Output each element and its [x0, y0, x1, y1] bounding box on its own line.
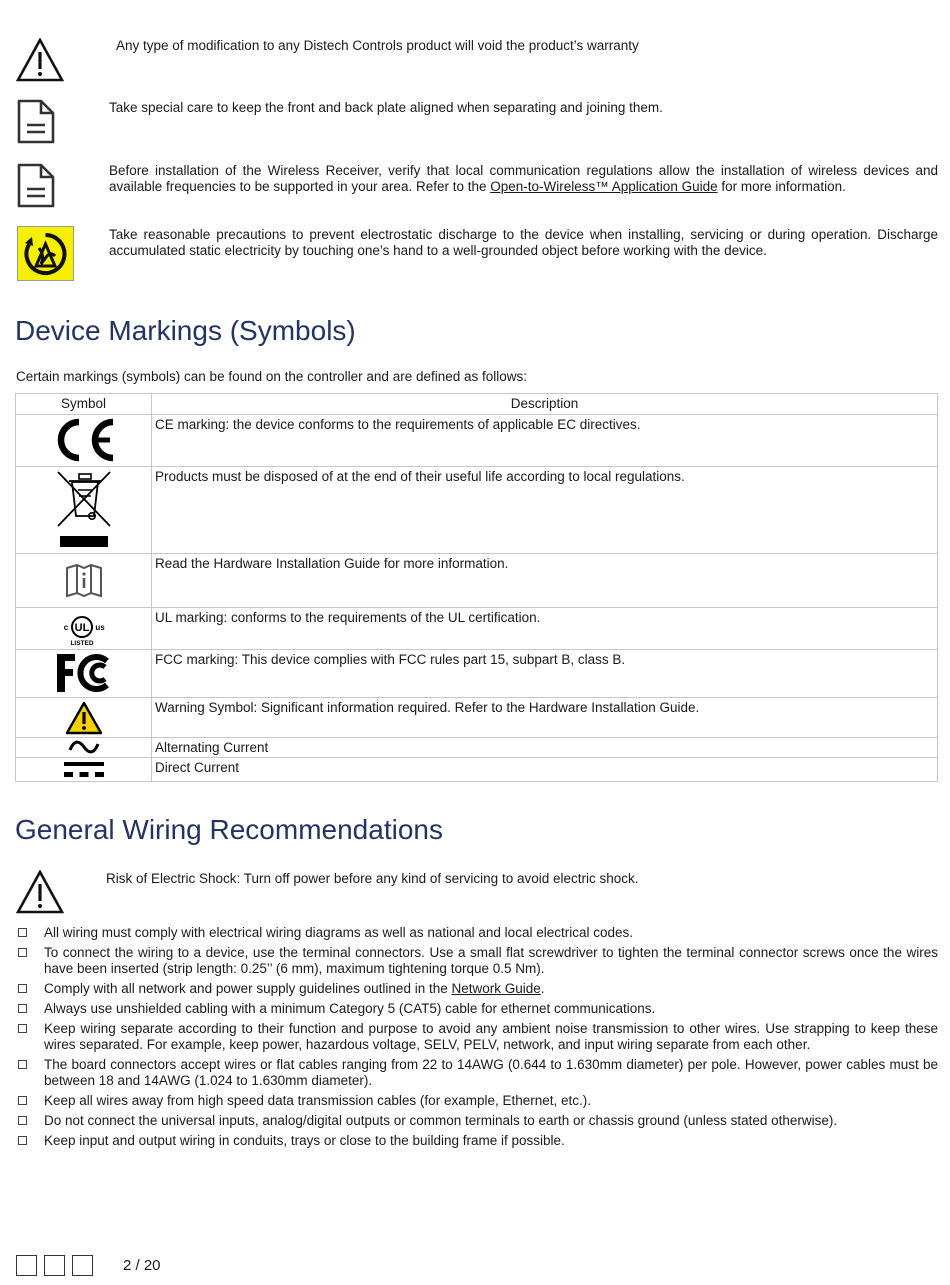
notice-text: Take reasonable precautions to prevent electrostatic discharge to the device when installing, servicing or during operation. Discharge accumulated static electricity by touching one’s hand to a well-grounded object before working with the device. — [109, 227, 938, 258]
table-header-row — [16, 394, 938, 415]
open-to-wireless-guide-link[interactable]: Open-to-Wireless™ Application Guide — [490, 179, 718, 194]
fcc-logo-icon — [16, 652, 151, 694]
table-row — [16, 467, 938, 554]
list-item: Always use unshielded cabling with a minimum Category 5 (CAT5) cable for ethernet communications. — [16, 1001, 938, 1017]
list-item: Do not connect the universal inputs, analog/digital outputs or common terminals to earth or chassis ground (unless stated otherwise). — [16, 1113, 938, 1129]
notice-text: Before installation of the Wireless Receiver, verify that local communication regulations allow the installation of wireless devices and available frequencies to be supported in your area. Refer to the Open-to-Wireless™ Application Guide for more information. — [109, 163, 938, 194]
direct-current-icon — [16, 760, 151, 780]
warning-triangle-icon — [16, 870, 64, 918]
ul-listed-icon — [16, 610, 151, 648]
svg-text:c: c — [63, 623, 68, 632]
device-markings-intro: Certain markings (symbols) can be found on the controller and are defined as follows: — [16, 369, 528, 384]
list-item: Keep wiring separate according to their function and purpose to avoid any ambient noise transmission to other wires. Use strapping to keep these wires separated. For example, keep power, hazardous voltage, SELV, PELV, network, and input wiring separate from each other. — [16, 1021, 938, 1053]
table-cell: UL marking: conforms to the requirements of the UL certification. — [152, 608, 938, 650]
table-cell: Alternating Current — [152, 738, 938, 758]
footer-box-icon — [72, 1255, 93, 1276]
weee-crossed-bin-icon — [16, 470, 151, 550]
notice-wireless-regulations — [16, 162, 938, 208]
checkbox-icon — [18, 928, 27, 937]
esd-warning-icon — [17, 226, 74, 285]
notice-text: Take special care to keep the front and back plate aligned when separating and joining them. — [109, 100, 663, 115]
notice-warranty — [16, 38, 938, 82]
checkbox-icon — [18, 984, 27, 993]
warning-yellow-triangle-icon — [16, 701, 151, 735]
table-row — [16, 608, 938, 650]
table-row — [16, 415, 938, 467]
list-item: The board connectors accept wires or flat cables ranging from 22 to 14AWG (0.644 to 1.630mm diameter) per pole. However, power cables must be between 18 and 14AWG (1.024 to 1.630mm diameter). — [16, 1057, 938, 1089]
notice-electric-shock — [16, 870, 938, 914]
table-row — [16, 698, 938, 738]
page-number: 2 / 20 — [123, 1257, 161, 1274]
notice-esd — [16, 226, 938, 282]
list-item: Comply with all network and power supply guidelines outlined in the Network Guide. — [16, 981, 938, 997]
checkbox-icon — [18, 1136, 27, 1145]
ce-mark-icon — [16, 417, 151, 463]
svg-text:us: us — [94, 623, 105, 632]
checkbox-icon — [18, 948, 27, 957]
column-header-symbol: Symbol — [16, 394, 152, 415]
svg-text:LISTED: LISTED — [69, 640, 94, 647]
table-row — [16, 554, 938, 608]
table-row — [16, 650, 938, 698]
checkbox-icon — [18, 1060, 27, 1069]
footer-box-icon — [44, 1255, 65, 1276]
device-markings-heading: Device Markings (Symbols) — [15, 315, 356, 346]
column-header-description: Description — [152, 394, 938, 415]
table-cell: Direct Current — [152, 758, 938, 782]
checkbox-icon — [18, 1096, 27, 1105]
checkbox-icon — [18, 1004, 27, 1013]
footer-box-icon — [16, 1255, 37, 1276]
list-item: Keep all wires away from high speed data transmission cables (for example, Ethernet, etc.). — [16, 1093, 938, 1109]
notice-text: Any type of modification to any Distech Controls product will void the product’s warranty — [116, 38, 639, 53]
table-cell: Products must be disposed of at the end of their useful life according to local regulations. — [152, 467, 938, 554]
wiring-checklist — [16, 925, 938, 1153]
notice-text: Risk of Electric Shock: Turn off power before any kind of servicing to avoid electric shock. — [106, 871, 639, 886]
network-guide-link[interactable]: Network Guide — [451, 981, 541, 996]
note-document-icon — [17, 163, 55, 212]
table-cell: FCC marking: This device complies with FCC rules part 15, subpart B, class B. — [152, 650, 938, 698]
alternating-current-icon — [16, 738, 151, 756]
notice-plate-alignment — [16, 99, 938, 144]
list-item: All wiring must comply with electrical wiring diagrams as well as national and local electrical codes. — [16, 925, 938, 941]
list-item: Keep input and output wiring in conduits, trays or close to the building frame if possible. — [16, 1133, 938, 1149]
table-cell: CE marking: the device conforms to the requirements of applicable EC directives. — [152, 415, 938, 467]
table-row — [16, 738, 938, 758]
table-row — [16, 758, 938, 782]
checkbox-icon — [18, 1116, 27, 1125]
svg-text:UL: UL — [74, 622, 89, 634]
table-cell: Warning Symbol: Significant information required. Refer to the Hardware Installation Guide. — [152, 698, 938, 738]
wiring-heading: General Wiring Recommendations — [15, 814, 443, 845]
table-cell: Read the Hardware Installation Guide for more information. — [152, 554, 938, 608]
note-document-icon — [17, 99, 55, 148]
read-manual-icon — [16, 564, 151, 598]
symbols-table — [15, 393, 938, 782]
list-item: To connect the wiring to a device, use the terminal connectors. Use a small flat screwdriver to tighten the terminal connector screws once the wires have been inserted (strip length: 0.25’’ (6 mm), maximum tightening torque 0.5 Nm). — [16, 945, 938, 977]
checkbox-icon — [18, 1024, 27, 1033]
shock-label: Risk of Electric Shock: — [106, 871, 241, 886]
warning-triangle-icon — [16, 38, 64, 86]
